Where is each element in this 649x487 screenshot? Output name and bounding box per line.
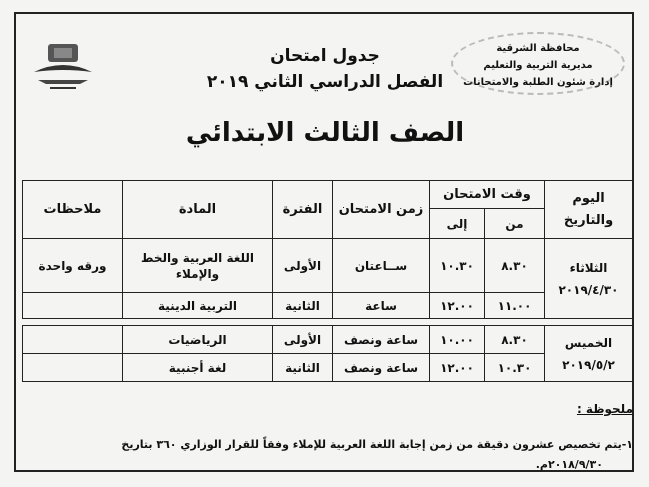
header-notes: ملاحظات <box>23 181 123 239</box>
duration: ساعة <box>333 293 430 319</box>
period: الأولى <box>273 326 333 354</box>
day-cell <box>545 239 633 319</box>
time-to: ١٢.٠٠ <box>430 354 485 382</box>
notes-section <box>33 402 633 474</box>
note-line-2: ٢٠١٨/٩/٣٠م. <box>535 458 603 471</box>
notes-cell: ورقه واحدة <box>23 239 123 293</box>
time-from: ٨.٣٠ <box>485 239 545 293</box>
period: الأولى <box>273 239 333 293</box>
exam-schedule-table <box>22 180 633 382</box>
day-date: ٢٠١٩/٥/٢ <box>562 357 615 372</box>
note-line-1: ١-يتم تخصيص عشرون دقيقة من زمن إجابة اللغة العربية للإملاء وفقاً للقرار الوزاري ٣٦٠ بتاريخ <box>121 438 633 451</box>
header-subject: المادة <box>123 181 273 239</box>
day-name: الخميس <box>564 335 613 350</box>
time-to: ١٠.٠٠ <box>430 326 485 354</box>
notes-cell <box>23 326 123 354</box>
org-line-2: مديرية التربية والتعليم <box>483 60 593 71</box>
notes-label: ملحوظة : <box>576 402 633 416</box>
day-cell <box>545 326 633 382</box>
header-duration: زمن الامتحان <box>333 181 430 239</box>
day-name: الثلاثاء <box>569 260 608 275</box>
time-from: ١٠.٣٠ <box>485 354 545 382</box>
duration: ساعة ونصف <box>333 354 430 382</box>
time-from: ٨.٣٠ <box>485 326 545 354</box>
header-to: إلى <box>430 209 485 239</box>
period: الثانية <box>273 354 333 382</box>
table-row <box>23 293 633 319</box>
notes-cell <box>23 354 123 382</box>
notes-cell <box>23 293 123 319</box>
subject: لغة أجنبية <box>123 354 273 382</box>
time-from: ١١.٠٠ <box>485 293 545 319</box>
period: الثانية <box>273 293 333 319</box>
day-date: ٢٠١٩/٤/٣٠ <box>558 282 619 297</box>
title-block <box>160 44 490 96</box>
subject: اللغة العربية والخط والإملاء <box>123 239 273 293</box>
subject: التربية الدينية <box>123 293 273 319</box>
time-to: ١٢.٠٠ <box>430 293 485 319</box>
subject: الرياضيات <box>123 326 273 354</box>
time-to: ١٠.٣٠ <box>430 239 485 293</box>
table-row <box>23 239 633 293</box>
schedule-title: جدول امتحان <box>270 46 380 66</box>
duration: ساعة ونصف <box>333 326 430 354</box>
header-time: وقت الامتحان <box>430 181 545 209</box>
eagle-emblem-icon <box>28 38 98 98</box>
semester-title: الفصل الدراسي الثاني ٢٠١٩ <box>206 72 444 92</box>
header-day: اليوم والتاريخ <box>545 181 633 239</box>
header-from: من <box>485 209 545 239</box>
org-line-3: إدارة شئون الطلبة والامتحانات <box>463 77 613 88</box>
org-line-1: محافظة الشرقية <box>496 43 580 54</box>
duration: ســاعتان <box>333 239 430 293</box>
table-row <box>23 354 633 382</box>
header-period: الفترة <box>273 181 333 239</box>
grade-title: الصف الثالث الابتدائي <box>185 118 465 148</box>
table-row <box>23 326 633 354</box>
